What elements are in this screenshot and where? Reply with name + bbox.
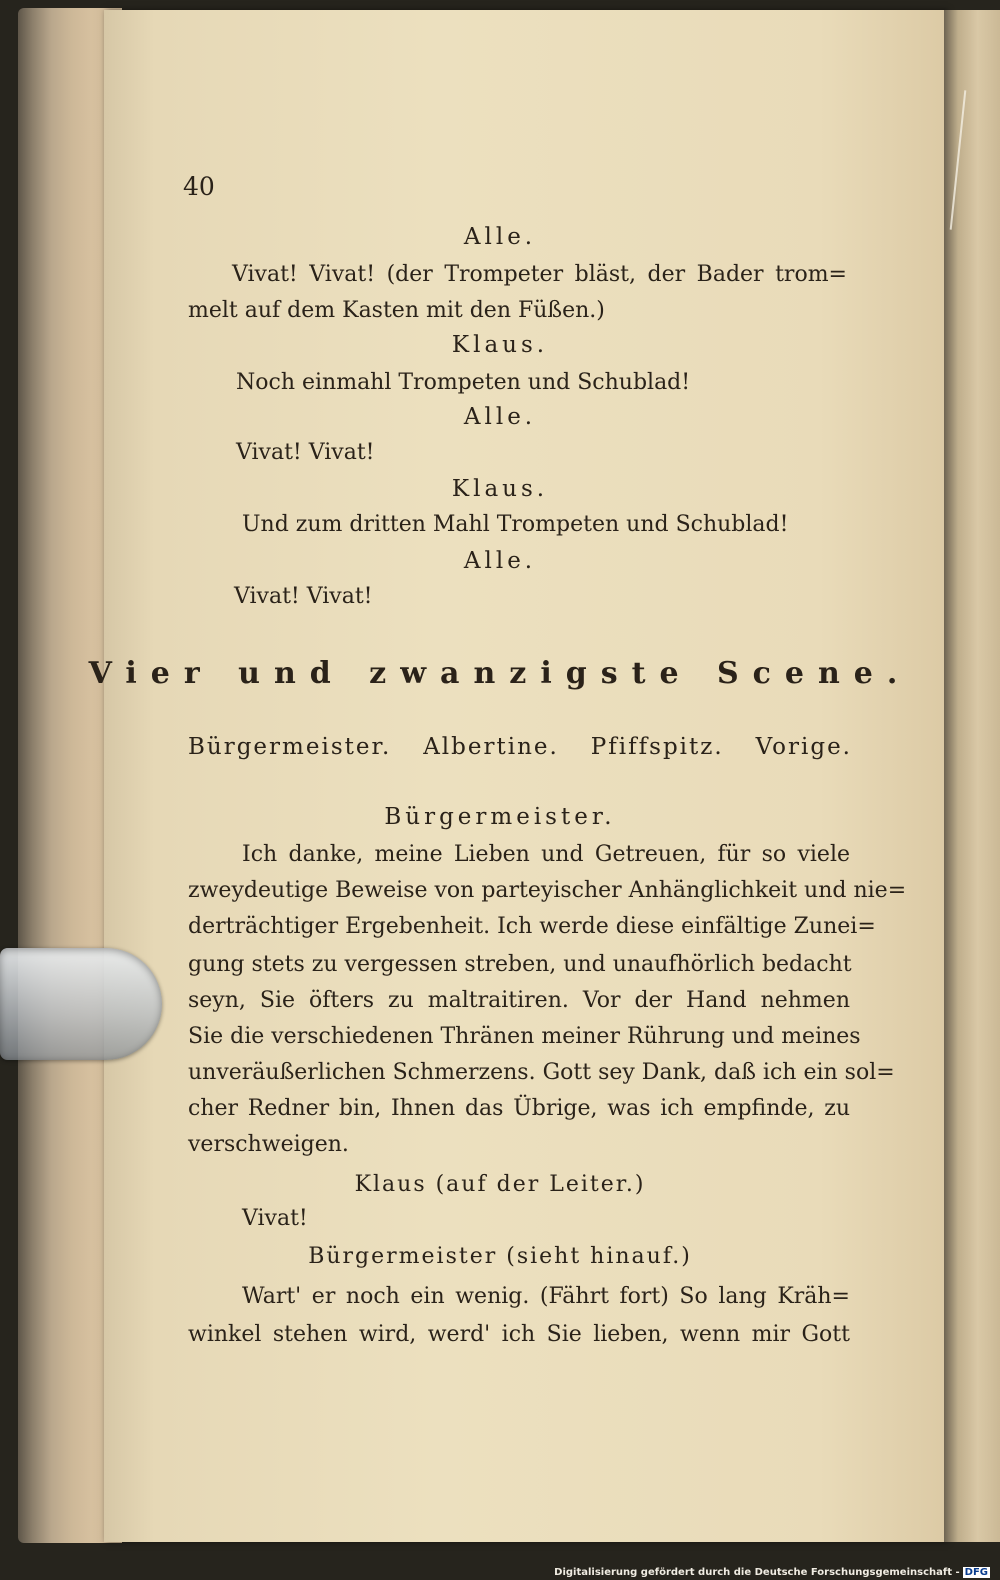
cast-list: Bürgermeister. Albertine. Pfiffspitz. Vorige. bbox=[188, 734, 852, 760]
text-line: Noch einmahl Trompeten und Schublad! bbox=[236, 370, 691, 395]
text-line: verschweigen. bbox=[188, 1132, 349, 1157]
text-line: cher Redner bin, Ihnen das Übrige, was ich empfinde, zu bbox=[188, 1096, 850, 1121]
scene-title: Vier und zwanzigste Scene. bbox=[88, 656, 912, 691]
text-line: Wart' er noch ein wenig. (Fährt fort) So lang Kräh= bbox=[242, 1284, 850, 1309]
text-line: winkel stehen wird, werd' ich Sie lieben, wenn mir Gott bbox=[188, 1322, 850, 1347]
text-line: melt auf dem Kasten mit den Füßen.) bbox=[188, 298, 605, 323]
text-line: derträchtiger Ergebenheit. Ich werde diese einfältige Zunei= bbox=[188, 914, 876, 939]
speaker-heading: Klaus. bbox=[451, 476, 549, 502]
text-line: gung stets zu vergessen streben, und unaufhörlich bedacht bbox=[188, 952, 852, 977]
speaker-heading: Alle. bbox=[463, 404, 537, 430]
page-number: 40 bbox=[183, 172, 215, 201]
text-line: zweydeutige Beweise von parteyischer Anhänglichkeit und nie= bbox=[188, 878, 907, 903]
speaker-heading: Alle. bbox=[463, 224, 537, 250]
speaker-heading: Bürgermeister (sieht hinauf.) bbox=[308, 1244, 692, 1269]
speaker-heading: Bürgermeister. bbox=[384, 804, 616, 830]
text-line: Sie die verschiedenen Thränen meiner Rührung und meines bbox=[188, 1024, 861, 1049]
footer-credit bbox=[554, 1567, 990, 1578]
speaker-heading: Alle. bbox=[463, 548, 537, 574]
text-line: seyn, Sie öfters zu maltraitiren. Vor der Hand nehmen bbox=[188, 988, 850, 1013]
dfg-logo: DFG bbox=[964, 1567, 988, 1578]
speaker-heading: Klaus (auf der Leiter.) bbox=[354, 1172, 646, 1197]
speaker-heading: Klaus. bbox=[451, 332, 549, 358]
text-line: Und zum dritten Mahl Trompeten und Schublad! bbox=[242, 512, 789, 537]
text-line: Vivat! Vivat! bbox=[234, 584, 373, 609]
text-line: Vivat! Vivat! (der Trompeter bläst, der Bader trom= bbox=[232, 262, 847, 287]
text-line: Vivat! bbox=[242, 1206, 308, 1231]
text-line: unveräußerlichen Schmerzens. Gott sey Dank, daß ich ein sol= bbox=[188, 1060, 895, 1085]
footer-text: Digitalisierung gefördert durch die Deutsche Forschungsgemeinschaft - bbox=[554, 1567, 960, 1578]
text-line: Ich danke, meine Lieben und Getreuen, für so viele bbox=[242, 842, 850, 867]
text-line: Vivat! Vivat! bbox=[236, 440, 375, 465]
page-clip bbox=[0, 948, 162, 1060]
